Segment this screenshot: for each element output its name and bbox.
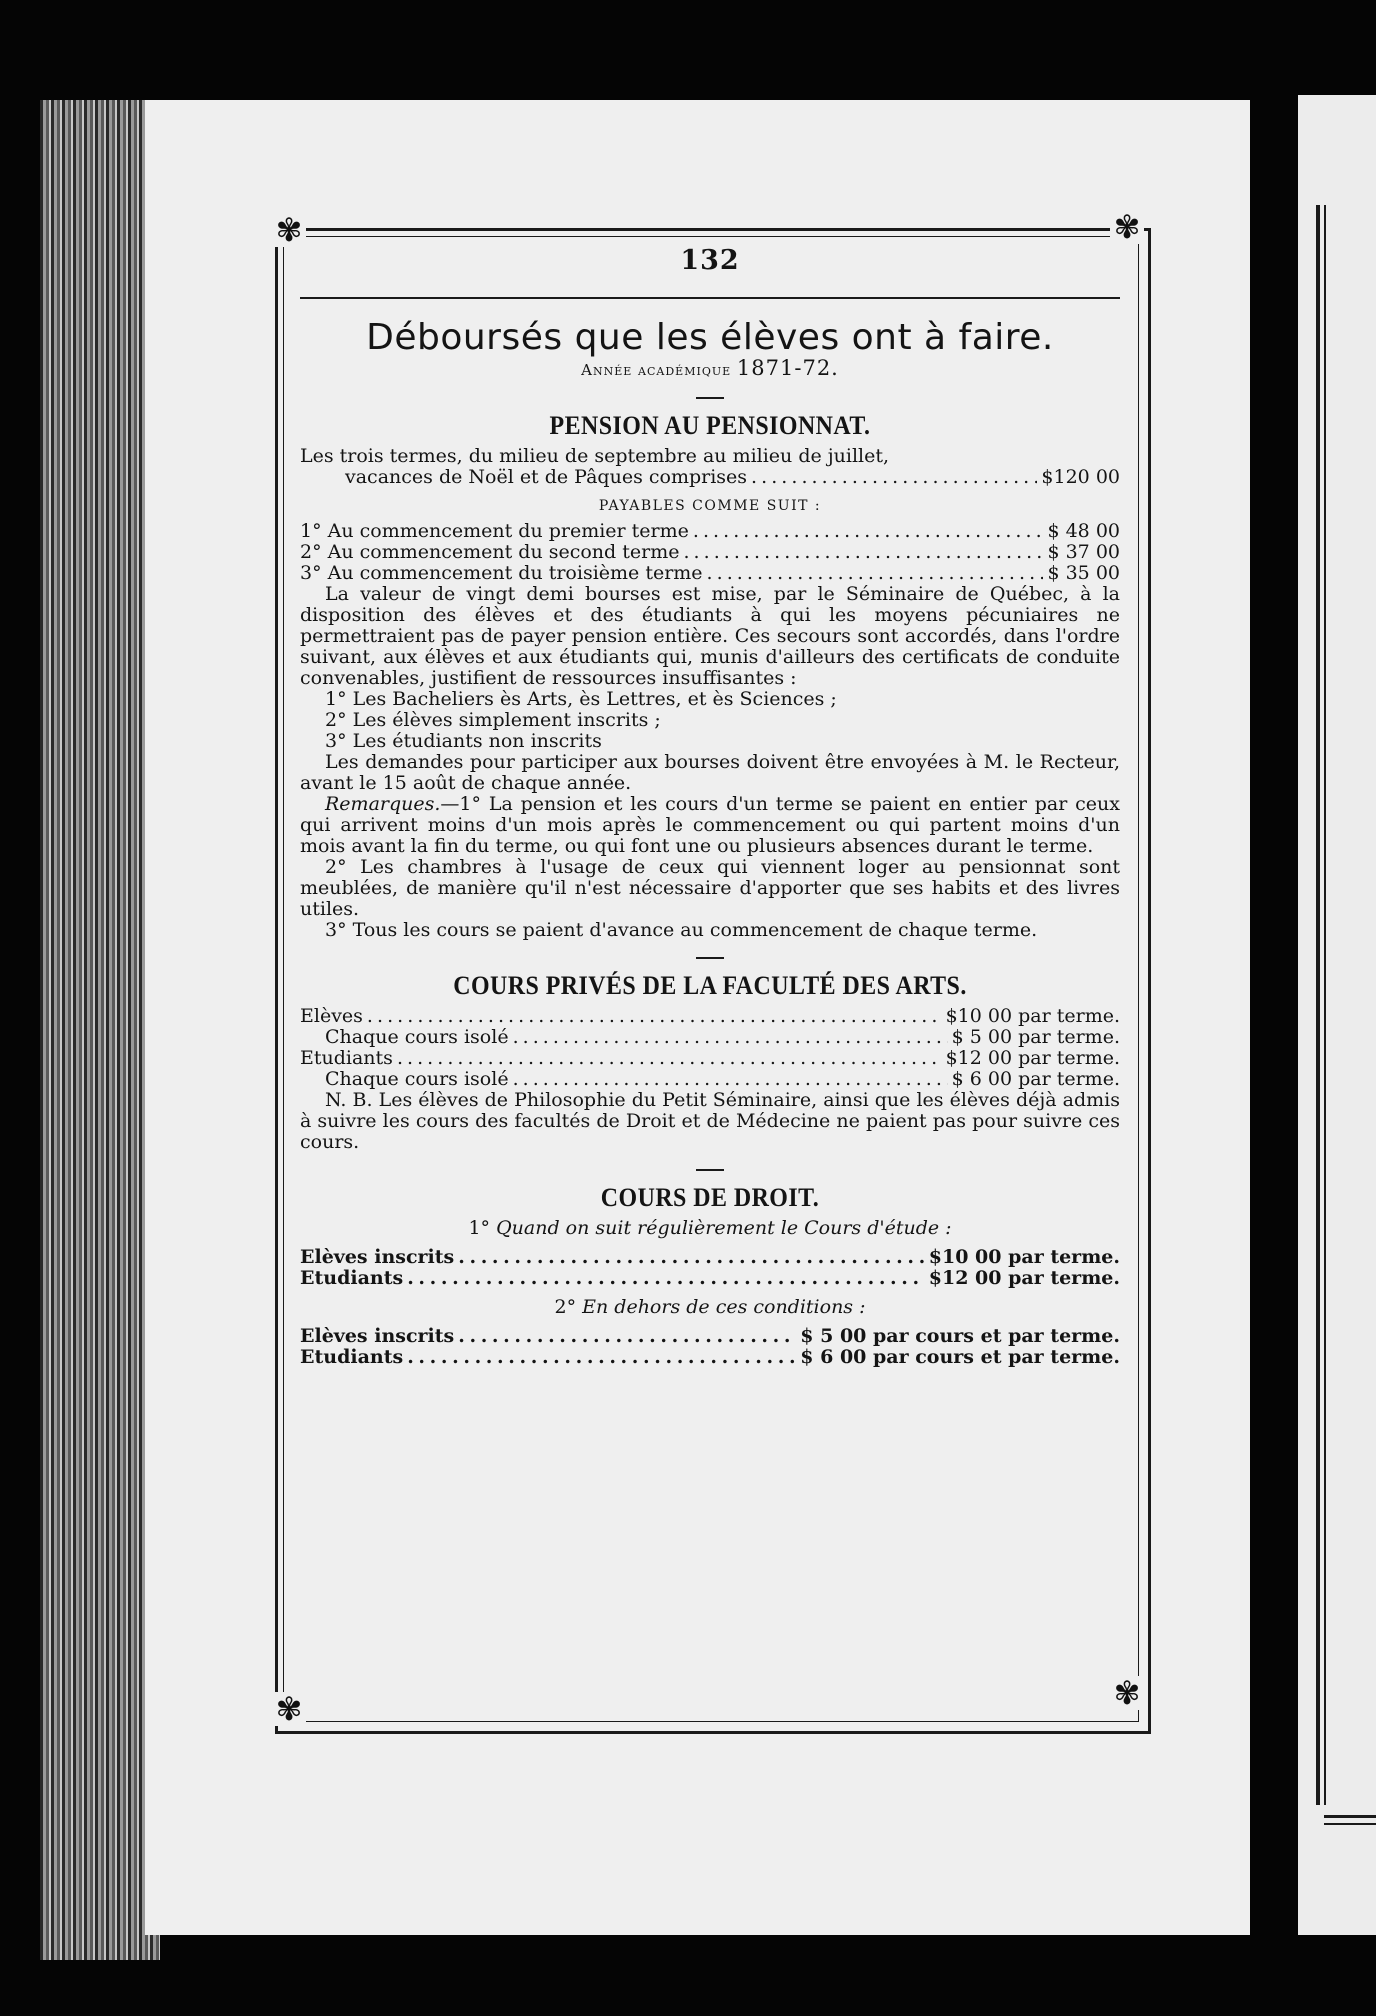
leader-dots xyxy=(458,1247,925,1268)
corner-ornament-icon: ✾ xyxy=(272,213,306,247)
leader-dots xyxy=(513,1027,948,1048)
remarques-label: Remarques. xyxy=(325,793,441,815)
term-amount: $ 37 00 xyxy=(1047,541,1120,563)
remarques-1-text: —1° La pension et les cours d'un terme se paient en entier par ceux qui arrivent moins d'un mois après le commencement ou qui partent moins d'un mois avant la fin du terme, ou qui font une ou plusieurs absences durant le terme. xyxy=(300,793,1120,857)
fee-amount: $12 00 par terme. xyxy=(945,1047,1120,1069)
terms-list xyxy=(300,521,1120,584)
fee-label: Etudiants xyxy=(300,1047,393,1069)
facing-page-edge xyxy=(1298,95,1376,1935)
fee-amount: $10 00 par terme. xyxy=(928,1246,1120,1268)
leader-dots xyxy=(513,1069,948,1090)
section-divider xyxy=(696,957,724,959)
term-amount: $ 35 00 xyxy=(1047,562,1120,584)
corner-ornament-icon: ✾ xyxy=(1110,210,1144,244)
fee-amount: $ 5 00 par terme. xyxy=(951,1026,1120,1048)
remarques-2: 2° Les chambres à l'usage de ceux qui viennent loger au pensionnat sont meublées, de manière qu'il n'est nécessaire d'apporter que ses habits et des livres utiles. xyxy=(300,856,1120,920)
subheading-text: En dehors de ces conditions : xyxy=(582,1296,866,1318)
facing-rule xyxy=(1316,205,1320,1805)
section-heading-cours-prives: COURS PRIVÉS DE LA FACULTÉ DES ARTS. xyxy=(453,971,967,1000)
fee-amount: $ 5 00 par cours et par terme. xyxy=(800,1325,1120,1347)
fee-row xyxy=(300,1268,1120,1289)
fee-amount: $ 6 00 par cours et par terme. xyxy=(800,1346,1120,1368)
fee-row xyxy=(300,1027,1120,1048)
corner-ornament-icon: ✾ xyxy=(272,1692,306,1726)
bourses-paragraph: La valeur de vingt demi bourses est mise, par le Séminaire de Québec, à la disposition des élèves et des étudiants à qui les moyens pécuniaires ne permettraient pas de payer pension entière. Ces secours sont accordés, dans l'ordre suivant, aux élèves et aux étudiants qui, munis d'ailleurs des certificats de conduite convenables, justifient de ressources insuffisantes : xyxy=(300,583,1120,689)
fee-label: Elèves inscrits xyxy=(300,1325,455,1347)
leader-dots xyxy=(707,563,1044,584)
droit-subheading-2 xyxy=(300,1297,1120,1318)
subheading-text: Quand on suit régulièrement le Cours d'étude : xyxy=(496,1217,952,1239)
remarques-3: 3° Tous les cours se paient d'avance au commencement de chaque terme. xyxy=(325,919,1038,941)
leader-dots xyxy=(397,1048,942,1069)
pension-total-label: vacances de Noël et de Pâques comprises xyxy=(345,466,748,488)
section-divider xyxy=(696,1169,724,1171)
pension-intro xyxy=(300,446,1120,467)
pension-total-amount: $120 00 xyxy=(1041,466,1120,488)
order-item: 1° Les Bacheliers ès Arts, ès Lettres, et ès Sciences ; xyxy=(325,688,837,710)
fee-label: Elèves inscrits xyxy=(300,1246,455,1268)
page-title: Déboursés que les élèves ont à faire. xyxy=(366,317,1054,358)
fee-amount: $12 00 par terme. xyxy=(928,1267,1120,1289)
book-spine-edges xyxy=(40,100,160,1960)
subheading-number: 2° xyxy=(554,1296,577,1318)
fee-row xyxy=(300,1326,1120,1347)
facing-rule-thin xyxy=(1324,205,1326,1805)
fee-row xyxy=(300,1347,1120,1368)
term-label: 3° Au commencement du troisième terme xyxy=(300,562,703,584)
fee-label: Etudiants xyxy=(300,1346,404,1368)
term-label: 2° Au commencement du second terme xyxy=(300,541,680,563)
demandes-paragraph: Les demandes pour participer aux bourses doivent être envoyées à M. le Recteur, avant le 15 août de chaque année. xyxy=(300,751,1120,794)
term-row xyxy=(300,563,1120,584)
facing-bottom-rule xyxy=(1324,1815,1376,1818)
droit-list-1 xyxy=(300,1247,1120,1289)
header-rule xyxy=(300,297,1120,299)
leader-dots xyxy=(367,1006,942,1027)
leader-dots xyxy=(458,1326,796,1347)
fee-label: Etudiants xyxy=(300,1267,404,1289)
fee-row xyxy=(300,1069,1120,1090)
pension-intro-line1: Les trois termes, du milieu de septembre au milieu de juillet, xyxy=(300,445,890,467)
payables-label: PAYABLES COMME SUIT : xyxy=(598,498,822,514)
leader-dots xyxy=(693,521,1044,542)
cours-prives-list xyxy=(300,1006,1120,1090)
order-item: 3° Les étudiants non inscrits xyxy=(325,730,602,752)
leader-dots xyxy=(407,1268,925,1289)
droit-subheading-1 xyxy=(300,1218,1120,1239)
academic-year-value: 1871-72. xyxy=(736,356,839,380)
fee-label: Elèves xyxy=(300,1005,363,1027)
fee-label: Chaque cours isolé xyxy=(325,1068,509,1090)
section-heading-pension: PENSION AU PENSIONNAT. xyxy=(549,411,871,440)
remarques-1 xyxy=(300,794,1120,857)
leader-dots xyxy=(751,467,1037,488)
term-label: 1° Au commencement du premier terme xyxy=(300,520,689,542)
fee-row xyxy=(300,1247,1120,1268)
facing-bottom-rule-thin xyxy=(1324,1823,1376,1825)
nb-paragraph: N. B. Les élèves de Philosophie du Petit Séminaire, ainsi que les élèves déjà admis à suivre les cours des facultés de Droit et de Médecine ne paient pas pour suivre ces cours. xyxy=(300,1089,1120,1153)
leader-dots xyxy=(683,542,1043,563)
droit-list-2 xyxy=(300,1326,1120,1368)
pension-total-row xyxy=(300,467,1120,488)
fee-row xyxy=(300,1006,1120,1027)
term-row xyxy=(300,542,1120,563)
academic-year xyxy=(300,358,1120,381)
page-content xyxy=(300,240,1120,1368)
fee-row xyxy=(300,1048,1120,1069)
section-heading-cours-droit: COURS DE DROIT. xyxy=(600,1183,820,1212)
page-number: 132 xyxy=(680,245,740,276)
fee-label: Chaque cours isolé xyxy=(325,1026,509,1048)
fee-amount: $10 00 par terme. xyxy=(945,1005,1120,1027)
corner-ornament-icon: ✾ xyxy=(1110,1676,1144,1710)
section-divider xyxy=(696,397,724,399)
order-item: 2° Les élèves simplement inscrits ; xyxy=(325,709,661,731)
fee-amount: $ 6 00 par terme. xyxy=(951,1068,1120,1090)
term-row xyxy=(300,521,1120,542)
academic-year-label: Année académique xyxy=(581,361,732,379)
term-amount: $ 48 00 xyxy=(1047,520,1120,542)
leader-dots xyxy=(407,1347,796,1368)
subheading-number: 1° xyxy=(468,1217,491,1239)
